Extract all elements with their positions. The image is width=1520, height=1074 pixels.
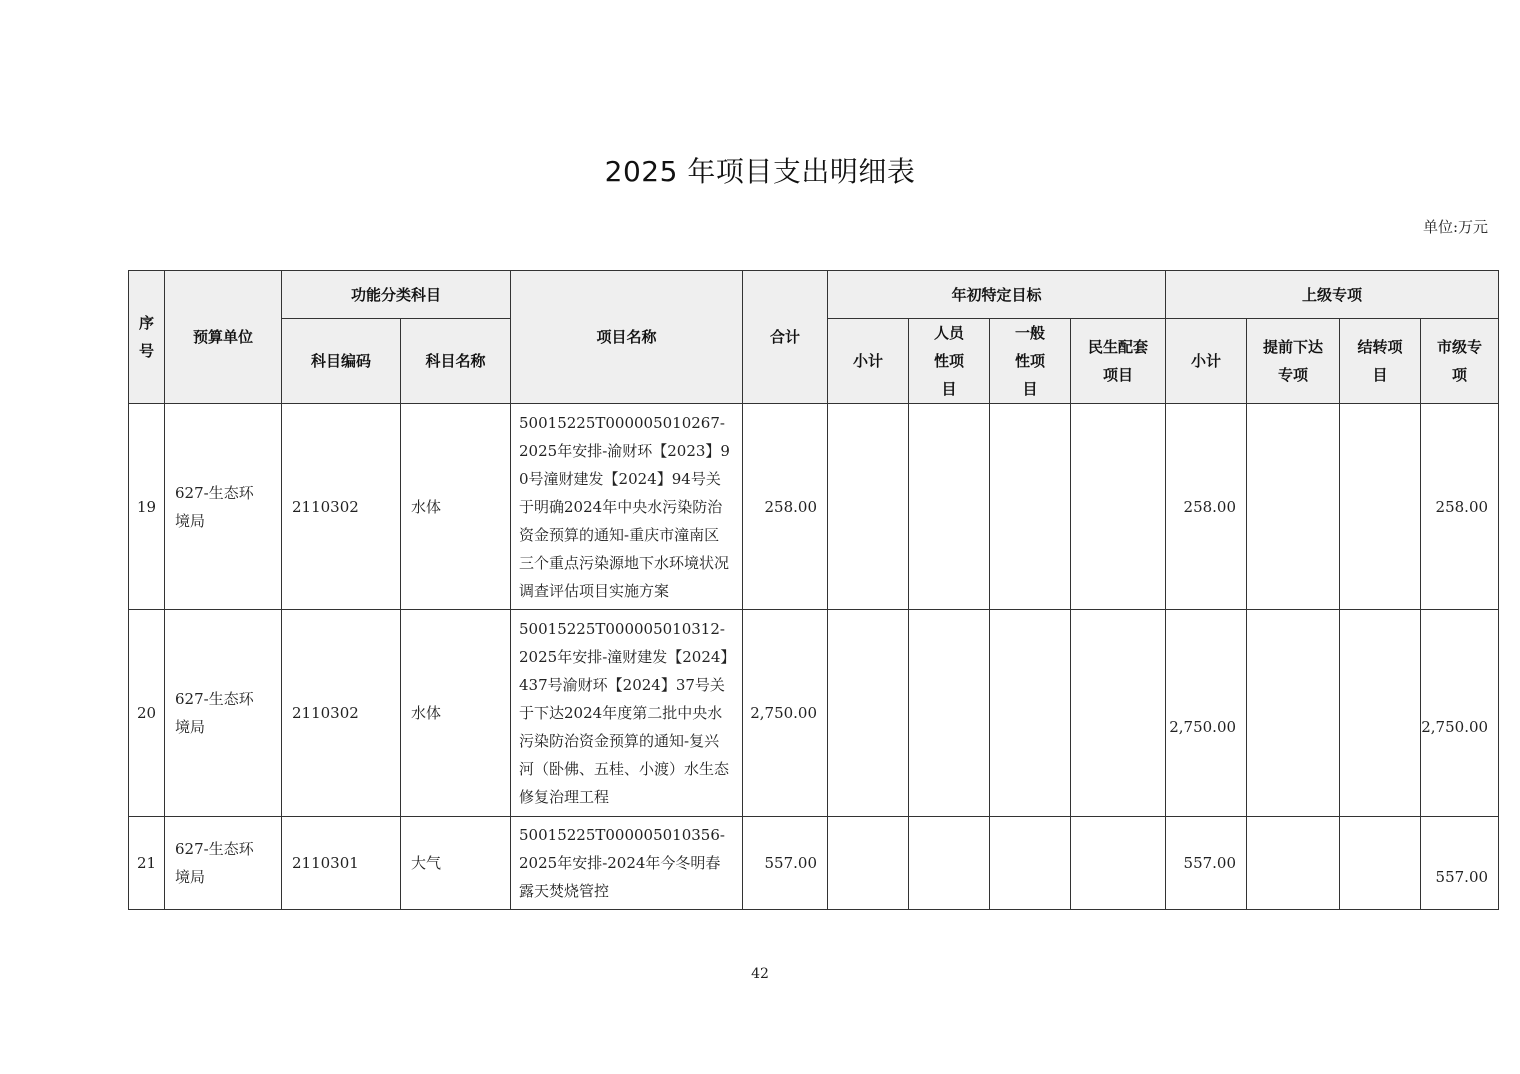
cell-municipal: 557.00 — [1421, 817, 1499, 910]
header-total: 合计 — [743, 271, 828, 404]
cell-advance — [1247, 610, 1340, 817]
header-project-name: 项目名称 — [511, 271, 743, 404]
cell-subject-code: 2110301 — [282, 817, 401, 910]
header-subject-code: 科目编码 — [282, 319, 401, 404]
cell-general — [990, 817, 1071, 910]
cell-carryover — [1340, 404, 1421, 610]
cell-livelihood — [1071, 817, 1166, 910]
cell-subject-code: 2110302 — [282, 610, 401, 817]
header-subtotal-b: 小计 — [1166, 319, 1247, 404]
table-row — [129, 404, 1499, 610]
project-expenditure-table — [128, 270, 1499, 910]
cell-project-name: 50015225T000005010267-2025年安排-渝财环【2023】90号潼财建发【2024】94号关于明确2024年中央水污染防治资金预算的通知-重庆市潼南区三个重点污染源地下水环境状况调查评估项目实施方案 — [511, 404, 743, 610]
cell-seq: 19 — [129, 404, 165, 610]
cell-budget-unit: 627-生态环境局 — [165, 817, 282, 910]
header-superior-special: 上级专项 — [1166, 271, 1499, 319]
cell-project-name: 50015225T000005010312-2025年安排-潼财建发【2024】437号渝财环【2024】37号关于下达2024年度第二批中央水污染防治资金预算的通知-复兴河（卧佛、五桂、小渡）水生态修复治理工程 — [511, 610, 743, 817]
header-initial-targets: 年初特定目标 — [828, 271, 1166, 319]
header-seq: 序号 — [129, 271, 165, 404]
cell-total: 258.00 — [743, 404, 828, 610]
cell-subtotal-a — [828, 817, 909, 910]
cell-municipal: 2,750.00 — [1421, 610, 1499, 817]
header-general: 一般性项目 — [990, 319, 1071, 404]
cell-livelihood — [1071, 404, 1166, 610]
cell-livelihood — [1071, 610, 1166, 817]
cell-subject-name: 水体 — [401, 404, 511, 610]
cell-total: 2,750.00 — [743, 610, 828, 817]
cell-personnel — [909, 817, 990, 910]
cell-total: 557.00 — [743, 817, 828, 910]
cell-budget-unit: 627-生态环境局 — [165, 610, 282, 817]
cell-carryover — [1340, 610, 1421, 817]
cell-general — [990, 404, 1071, 610]
cell-subject-code: 2110302 — [282, 404, 401, 610]
cell-seq: 20 — [129, 610, 165, 817]
cell-advance — [1247, 404, 1340, 610]
cell-subject-name: 大气 — [401, 817, 511, 910]
cell-subtotal-a — [828, 610, 909, 817]
cell-subtotal-b: 557.00 — [1166, 817, 1247, 910]
cell-subtotal-b: 2,750.00 — [1166, 610, 1247, 817]
cell-carryover — [1340, 817, 1421, 910]
cell-advance — [1247, 817, 1340, 910]
header-function-category: 功能分类科目 — [282, 271, 511, 319]
page-number: 42 — [751, 966, 769, 982]
header-carryover: 结转项目 — [1340, 319, 1421, 404]
header-subject-name: 科目名称 — [401, 319, 511, 404]
cell-budget-unit: 627-生态环境局 — [165, 404, 282, 610]
header-advance: 提前下达专项 — [1247, 319, 1340, 404]
header-budget-unit: 预算单位 — [165, 271, 282, 404]
cell-municipal: 258.00 — [1421, 404, 1499, 610]
cell-subject-name: 水体 — [401, 610, 511, 817]
cell-general — [990, 610, 1071, 817]
header-livelihood: 民生配套项目 — [1071, 319, 1166, 404]
header-subtotal-a: 小计 — [828, 319, 909, 404]
document-title: 2025 年项目支出明细表 — [604, 155, 916, 188]
unit-label: 单位:万元 — [1422, 218, 1488, 236]
header-municipal: 市级专项 — [1421, 319, 1499, 404]
table-row — [129, 817, 1499, 910]
header-personnel: 人员性项目 — [909, 319, 990, 404]
cell-project-name: 50015225T000005010356-2025年安排-2024年今冬明春露天焚烧管控 — [511, 817, 743, 910]
cell-personnel — [909, 404, 990, 610]
cell-subtotal-b: 258.00 — [1166, 404, 1247, 610]
cell-subtotal-a — [828, 404, 909, 610]
cell-personnel — [909, 610, 990, 817]
cell-seq: 21 — [129, 817, 165, 910]
table-row — [129, 610, 1499, 817]
